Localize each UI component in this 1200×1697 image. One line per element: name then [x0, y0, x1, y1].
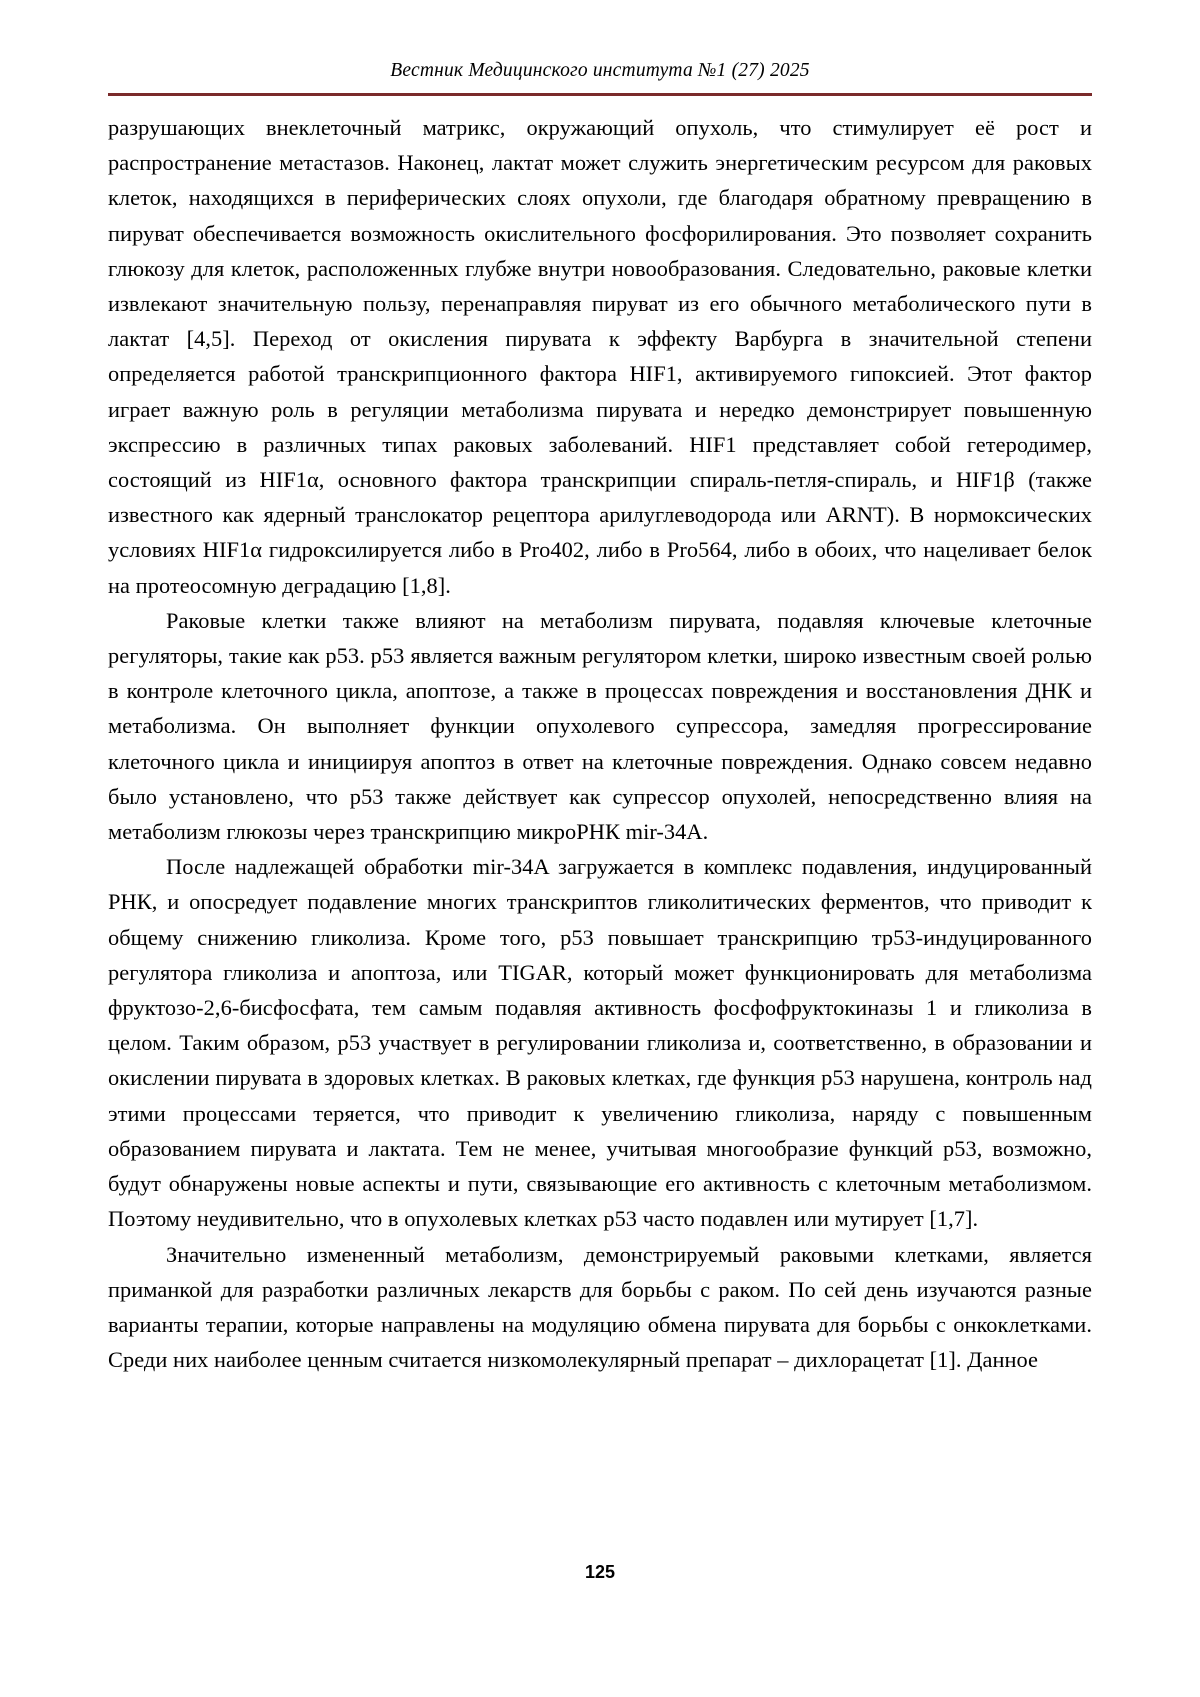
paragraph-2: Раковые клетки также влияют на метаболизм пирувата, подавляя ключевые клеточные регуляторы, такие как p53. p53 является важным регулятором клетки, широко известным своей ролью в контроле клеточного цикла, апоптозе, а также в процессах повреждения и восстановления ДНК и метаболизма. Он выполняет функции опухолевого супрессора, замедляя прогрессирование клеточного цикла и инициируя апоптоз в ответ на клеточные повреждения. Однако совсем недавно было установлено, что p53 также действует как супрессор опухолей, непосредственно влияя на метаболизм глюкозы через транскрипцию микроРНК mir-34A. — [108, 607, 1092, 845]
journal-title: Вестник Медицинского института №1 (27) 2025 — [390, 60, 810, 81]
page-number: 125 — [584, 1562, 616, 1582]
page-content — [108, 110, 1092, 1377]
header-divider — [108, 93, 1092, 96]
paragraph-3: После надлежащей обработки mir-34A загружается в комплекс подавления, индуцированный РНК, и опосредует подавление многих транскриптов гликолитических ферментов, что приводит к общему снижению гликолиза. Кроме того, p53 повышает транскрипцию тр53-индуцированного регулятора гликолиза и апоптоза, или TIGAR, который может функционировать для метаболизма фруктозо-2,6-бисфосфата, тем самым подавляя активность фосфофруктокиназы 1 и гликолиза в целом. Таким образом, p53 участвует в регулировании гликолиза и, соответственно, в образовании и окислении пирувата в здоровых клетках. В раковых клетках, где функция p53 нарушена, контроль над этими процессами теряется, что приводит к увеличению гликолиза, наряду с повышенным образованием пирувата и лактата. Тем не менее, учитывая многообразие функций p53, возможно, будут обнаружены новые аспекты и пути, связывающие его активность с клеточным метаболизмом. Поэтому неудивительно, что в опухолевых клетках p53 часто подавлен или мутирует [1,7]. — [108, 854, 1092, 1232]
page-header — [108, 60, 1092, 82]
page-footer — [108, 1562, 1092, 1583]
paragraph-4: Значительно измененный метаболизм, демонстрируемый раковыми клетками, является приманкой для разработки различных лекарств для борьбы с раком. По сей день изучаются разные варианты терапии, которые направлены на модуляцию обмена пирувата для борьбы с онкоклетками. Среди них наиболее ценным считается низкомолекулярный препарат – дихлорацетат [1]. Данное — [108, 1241, 1092, 1373]
paragraph-1: разрушающих внеклеточный матрикс, окружающий опухоль, что стимулирует её рост и распространение метастазов. Наконец, лактат может служить энергетическим ресурсом для раковых клеток, находящихся в периферических слоях опухоли, где благодаря обратному превращению в пируват обеспечивается возможность окислительного фосфорилирования. Это позволяет сохранить глюкозу для клеток, расположенных глубже внутри новообразования. Следовательно, раковые клетки извлекают значительную пользу, перенаправляя пируват из его обычного метаболического пути в лактат [4,5]. Переход от окисления пирувата к эффекту Варбурга в значительной степени определяется работой транскрипционного фактора HIF1, активируемого гипоксией. Этот фактор играет важную роль в регуляции метаболизма пирувата и нередко демонстрирует повышенную экспрессию в различных типах раковых заболеваний. HIF1 представляет собой гетеродимер, состоящий из HIF1α, основного фактора транскрипции спираль-петля-спираль, и HIF1β (также известного как ядерный транслокатор рецептора арилуглеводорода или ARNT). В нормоксических условиях HIF1α гидроксилируется либо в Pro402, либо в Pro564, либо в обоих, что нацеливает белок на протеосомную деградацию [1,8]. — [108, 115, 1092, 598]
